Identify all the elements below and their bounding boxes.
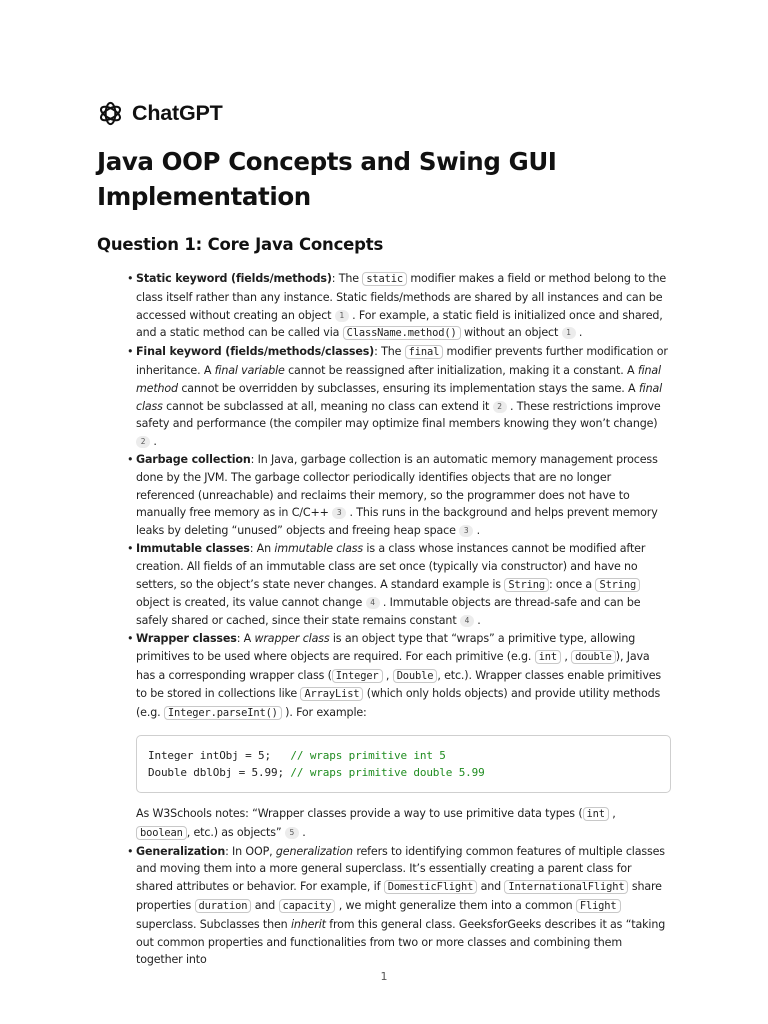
list-item-wrapper — [136, 630, 671, 843]
logo-text: ChatGPT — [132, 101, 223, 125]
term-generalization: Generalization — [136, 844, 226, 858]
list-item-final — [136, 343, 671, 451]
text: . This runs in the background and helps prevent memory leaks by deleting “unused” objects and freeing heap space — [136, 506, 658, 538]
list-item-static — [136, 270, 671, 343]
inline-code: int — [583, 807, 609, 821]
term-static: Static keyword (fields/methods) — [136, 272, 332, 285]
inline-code: DomesticFlight — [384, 880, 477, 894]
citation-badge[interactable]: 4 — [366, 597, 380, 609]
text: is an object type that “wraps” a primitive type, allowing primitives to be used where objects are required. For each primitive (e.g. — [136, 631, 636, 663]
text: ). For example: — [281, 706, 367, 720]
text: . — [473, 614, 481, 628]
text: modifier makes a field or method belong to the class itself rather than any instance. Static fields/methods are shared by all instances and can be accessed without creating an object — [136, 272, 667, 322]
inline-code: ArrayList — [300, 687, 363, 701]
text: : In Java, garbage collection is an automatic memory management process done by the JVM. The garbage collector periodically identifies objects that are no longer referenced (unreachable) and reclaims their memory, so the programmer does not have to manually free memory as in C/C++ — [136, 452, 658, 520]
list-item-garbage-collection — [136, 451, 671, 540]
code-comment: // wraps primitive double 5.99 — [290, 765, 485, 779]
inline-code: String — [595, 578, 640, 592]
text: and — [251, 898, 279, 912]
citation-badge[interactable]: 1 — [562, 327, 576, 339]
text: cannot be overridden by subclasses, ensuring its implementation stays the same. A — [177, 381, 639, 395]
inline-code: String — [504, 578, 549, 592]
text: . — [298, 825, 306, 839]
text: share properties — [136, 880, 662, 912]
text: without an object — [460, 326, 562, 340]
text: object is created, its value cannot change — [136, 596, 366, 610]
section-title: Question 1: Core Java Concepts — [97, 235, 384, 254]
italic-text: immutable class — [274, 541, 364, 555]
citation-badge[interactable]: 1 — [335, 310, 349, 322]
page-number: 1 — [380, 970, 388, 983]
text: from this general class. GeeksforGeeks describes it as “taking out common properties and functionalities from two or more classes and combining them together into — [136, 917, 666, 967]
code-line: Double dblObj = 5.99; — [148, 765, 291, 779]
openai-logo-icon — [97, 100, 124, 127]
text: , — [560, 649, 572, 663]
text: , — [608, 806, 616, 820]
inline-code: int — [535, 650, 561, 664]
inline-code: double — [571, 650, 616, 664]
text: and — [477, 880, 505, 894]
citation-badge[interactable]: 3 — [459, 525, 473, 537]
text: superclass. Subclasses then — [136, 917, 291, 931]
text: refers to identifying common features of multiple classes and moving them into a more general superclass. It’s essentially creating a parent class for shared attributes or behavior. For example, if — [136, 844, 665, 894]
text: . These restrictions improve safety and performance (the compiler may optimize final members knowing they won’t change) — [136, 399, 661, 431]
text: , etc.) as objects” — [186, 825, 285, 839]
italic-text: inherit — [290, 917, 326, 931]
text: cannot be reassigned after initialization, making it a constant. A — [284, 363, 638, 377]
term-final: Final keyword (fields/methods/classes) — [136, 345, 375, 359]
inline-code: final — [405, 345, 444, 359]
wrapper-quote — [136, 805, 671, 843]
citation-badge[interactable]: 3 — [332, 507, 346, 519]
inline-code: static — [362, 272, 407, 286]
italic-text: final method — [136, 363, 661, 395]
list-item-generalization — [136, 843, 671, 970]
citation-badge[interactable]: 4 — [460, 615, 474, 627]
text: As W3Schools notes: “Wrapper classes provide a way to use primitive data types ( — [136, 806, 583, 820]
citation-badge[interactable]: 5 — [285, 827, 299, 839]
text: , we might generalize them into a common — [335, 898, 576, 912]
text: : once a — [548, 577, 596, 591]
inline-code: InternationalFlight — [504, 880, 628, 894]
inline-code: ClassName.method() — [343, 326, 461, 340]
text: : A — [236, 631, 255, 645]
content-body — [136, 270, 671, 969]
text: : The — [331, 272, 363, 285]
text: : The — [374, 345, 405, 359]
inline-code: capacity — [279, 899, 336, 913]
code-block — [136, 735, 671, 793]
citation-badge[interactable]: 2 — [493, 401, 507, 413]
list-item-immutable — [136, 540, 671, 630]
text: modifier prevents further modification or inheritance. A — [136, 345, 668, 377]
code-comment: // wraps primitive int 5 — [290, 748, 446, 762]
code-line: Integer intObj = 5; — [148, 748, 291, 762]
term-immutable: Immutable classes — [136, 541, 250, 555]
text: : In OOP, — [225, 844, 276, 858]
text: . — [150, 435, 157, 449]
text: . — [473, 524, 480, 538]
text: ), Java has a corresponding wrapper class ( — [136, 649, 650, 682]
italic-text: final class — [136, 381, 663, 413]
chatgpt-logo — [97, 100, 223, 127]
text: . Immutable objects are thread-safe and can be safely shared or cached, since their state remains constant — [136, 596, 641, 628]
inline-code: duration — [195, 899, 252, 913]
text: is a class whose instances cannot be modified after creation. All fields of an immutable class are set once (typically via constructor) and have no setters, so the object’s state never changes. A standard example is — [136, 541, 646, 591]
inline-code: Double — [393, 669, 438, 683]
italic-text: generalization — [275, 844, 353, 858]
text: cannot be subclassed at all, meaning no class can extend it — [162, 399, 493, 413]
text: . For example, a static field is initialized once and shared, and a static method can be called via — [136, 308, 663, 340]
concept-list — [136, 270, 671, 969]
inline-code: boolean — [136, 826, 187, 840]
italic-text: final variable — [214, 363, 285, 377]
term-wrapper: Wrapper classes — [136, 631, 237, 645]
text: . — [575, 326, 583, 340]
inline-code: Flight — [576, 899, 621, 913]
inline-code: Integer — [332, 669, 383, 683]
inline-code: Integer.parseInt() — [164, 706, 282, 720]
text: (which only holds objects) and provide utility methods (e.g. — [136, 687, 661, 720]
document-title: Java OOP Concepts and Swing GUI Implementation — [97, 147, 557, 211]
text: , — [382, 668, 393, 682]
citation-badge[interactable]: 2 — [136, 436, 150, 448]
term-garbage-collection: Garbage collection — [136, 452, 251, 466]
text: , etc.). Wrapper classes enable primitives to be stored in collections like — [136, 668, 662, 701]
text: : An — [249, 541, 275, 555]
italic-text: wrapper class — [254, 631, 330, 645]
